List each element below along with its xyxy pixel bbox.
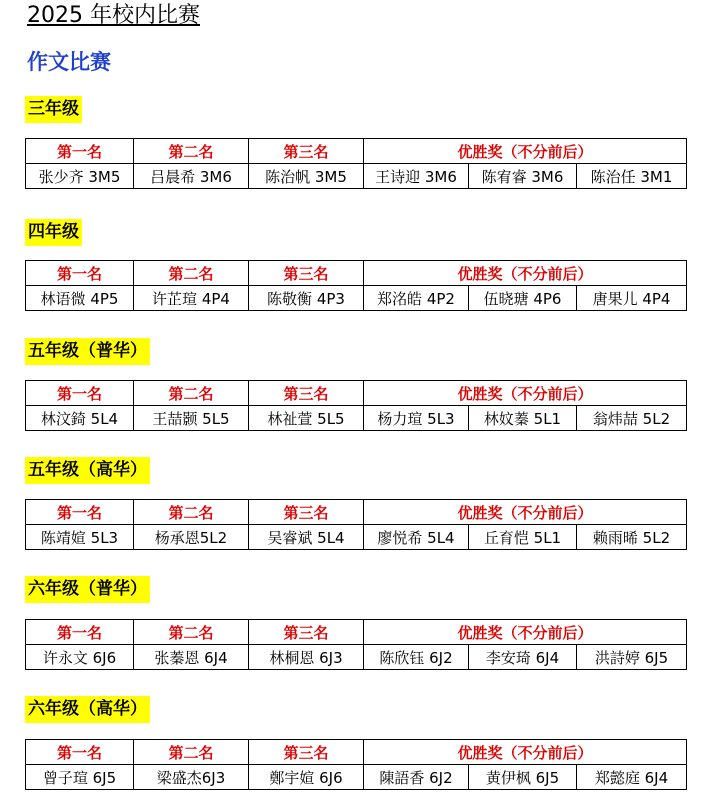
header-first: 第一名	[26, 740, 134, 765]
third-place: 陈敬衡 4P3	[249, 286, 364, 311]
header-row	[26, 381, 687, 406]
second-place: 张蓁恩 6J4	[134, 645, 249, 670]
merit-award: 黄伊枫 6J5	[469, 765, 577, 790]
header-third: 第三名	[249, 740, 364, 765]
merit-award: 陳語香 6J2	[364, 765, 469, 790]
second-place: 王喆颢 5L5	[134, 406, 249, 431]
winners-row	[26, 286, 687, 311]
results-table	[25, 619, 687, 670]
winners-row	[26, 645, 687, 670]
third-place: 吴睿斌 5L4	[249, 525, 364, 550]
grade-title: 六年级（高华）	[25, 696, 150, 723]
header-second: 第二名	[134, 500, 249, 525]
merit-award: 赖雨晞 5L2	[577, 525, 687, 550]
header-first: 第一名	[26, 261, 134, 286]
results-table	[25, 138, 687, 189]
results-table	[25, 380, 687, 431]
page-title: 2025 年校内比赛	[27, 3, 200, 28]
first-place: 许永文 6J6	[26, 645, 134, 670]
merit-award: 李安琦 6J4	[469, 645, 577, 670]
merit-award: 杨力瑄 5L3	[364, 406, 469, 431]
header-first: 第一名	[26, 620, 134, 645]
grade-title: 三年级	[25, 96, 82, 123]
header-row	[26, 261, 687, 286]
first-place: 陈靖媗 5L3	[26, 525, 134, 550]
header-row	[26, 740, 687, 765]
merit-award: 郑洺皓 4P2	[364, 286, 469, 311]
header-second: 第二名	[134, 261, 249, 286]
header-third: 第三名	[249, 261, 364, 286]
merit-award: 王诗迎 3M6	[364, 164, 469, 189]
merit-award: 陈欣钰 6J2	[364, 645, 469, 670]
header-merit: 优胜奖（不分前后）	[364, 381, 687, 406]
merit-award: 廖悦希 5L4	[364, 525, 469, 550]
header-first: 第一名	[26, 381, 134, 406]
grade-title: 四年级	[25, 219, 82, 246]
winners-row	[26, 525, 687, 550]
grade-title: 六年级（普华）	[25, 576, 150, 603]
header-merit: 优胜奖（不分前后）	[364, 500, 687, 525]
header-row	[26, 620, 687, 645]
header-first: 第一名	[26, 500, 134, 525]
winners-row	[26, 406, 687, 431]
second-place: 许芷瑄 4P4	[134, 286, 249, 311]
header-merit: 优胜奖（不分前后）	[364, 620, 687, 645]
header-second: 第二名	[134, 740, 249, 765]
second-place: 杨承恩5L2	[134, 525, 249, 550]
header-second: 第二名	[134, 620, 249, 645]
second-place: 梁盛杰6J3	[134, 765, 249, 790]
results-table	[25, 260, 687, 311]
merit-award: 翁炜喆 5L2	[577, 406, 687, 431]
header-third: 第三名	[249, 139, 364, 164]
grade-title: 五年级（普华）	[25, 338, 150, 365]
header-row	[26, 500, 687, 525]
header-third: 第三名	[249, 620, 364, 645]
header-merit: 优胜奖（不分前后）	[364, 740, 687, 765]
header-row	[26, 139, 687, 164]
first-place: 林汶錡 5L4	[26, 406, 134, 431]
first-place: 张少齐 3M5	[26, 164, 134, 189]
results-table	[25, 739, 687, 790]
winners-row	[26, 765, 687, 790]
header-second: 第二名	[134, 381, 249, 406]
header-merit: 优胜奖（不分前后）	[364, 139, 687, 164]
merit-award: 林妏蓁 5L1	[469, 406, 577, 431]
merit-award: 陈宥睿 3M6	[469, 164, 577, 189]
merit-award: 洪詩婷 6J5	[577, 645, 687, 670]
third-place: 林桐恩 6J3	[249, 645, 364, 670]
grade-title: 五年级（高华）	[25, 457, 150, 484]
results-table	[25, 499, 687, 550]
first-place: 林语微 4P5	[26, 286, 134, 311]
third-place: 鄭宇媗 6J6	[249, 765, 364, 790]
merit-award: 唐果儿 4P4	[577, 286, 687, 311]
merit-award: 伍晓瑭 4P6	[469, 286, 577, 311]
header-first: 第一名	[26, 139, 134, 164]
third-place: 林祉萱 5L5	[249, 406, 364, 431]
winners-row	[26, 164, 687, 189]
header-merit: 优胜奖（不分前后）	[364, 261, 687, 286]
header-third: 第三名	[249, 381, 364, 406]
section-title: 作文比赛	[27, 50, 111, 74]
merit-award: 丘育恺 5L1	[469, 525, 577, 550]
first-place: 曾子瑄 6J5	[26, 765, 134, 790]
header-second: 第二名	[134, 139, 249, 164]
header-third: 第三名	[249, 500, 364, 525]
third-place: 陈治帆 3M5	[249, 164, 364, 189]
merit-award: 陈治任 3M1	[577, 164, 687, 189]
second-place: 吕晨希 3M6	[134, 164, 249, 189]
merit-award: 郑懿庭 6J4	[577, 765, 687, 790]
